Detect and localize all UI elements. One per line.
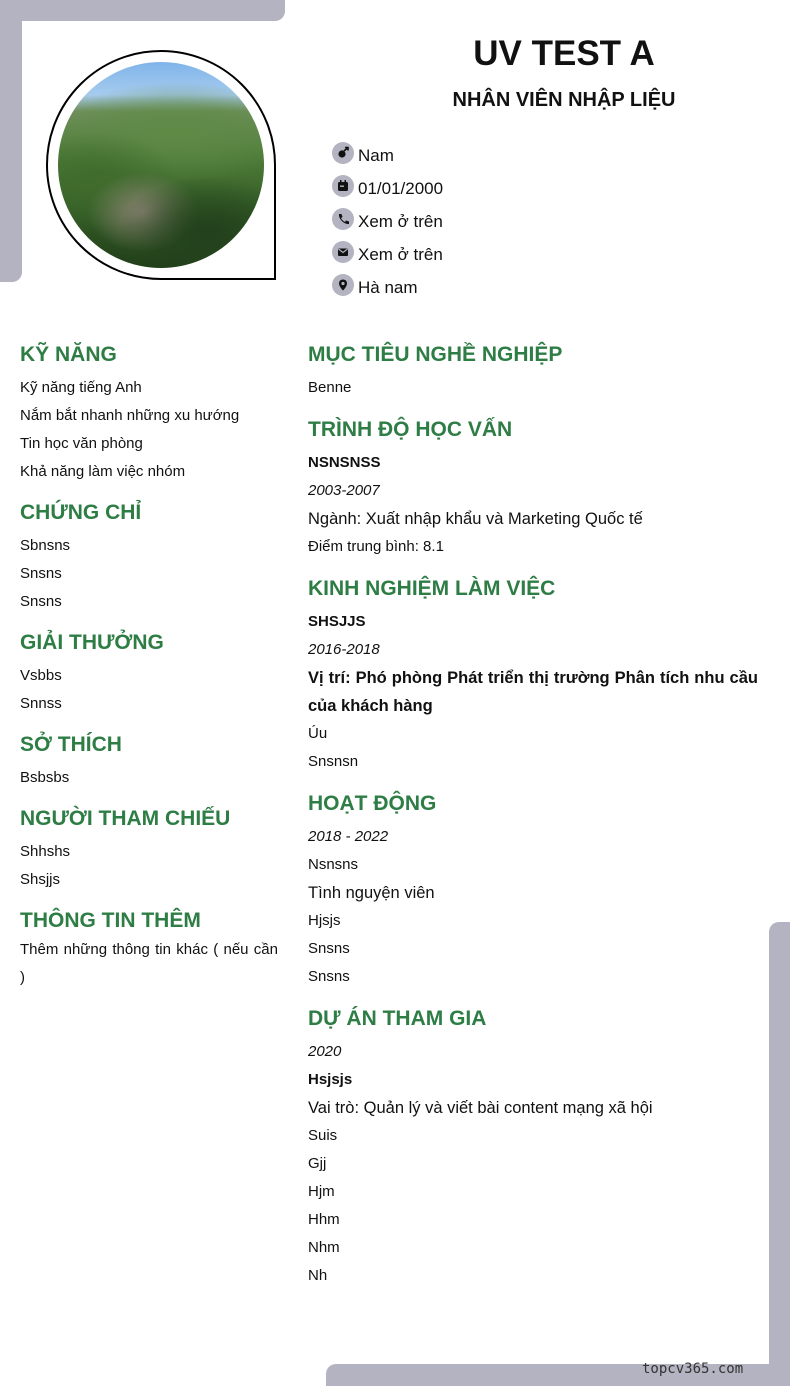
list-item: Gjj — [308, 1155, 327, 1172]
project-role: Vai trò: Quản lý và viết bài content mạng xã hội — [308, 1099, 653, 1117]
info-address — [332, 271, 443, 304]
info-gender — [332, 139, 443, 172]
activity-role: Tình nguyện viên — [308, 884, 435, 902]
phone-value: Xem ở trên — [358, 211, 443, 231]
section-title: SỞ THÍCH — [20, 733, 122, 756]
company-name: SHSJJS — [308, 613, 366, 630]
list-item: Vsbbs — [20, 667, 62, 684]
section-projects — [308, 1004, 758, 1290]
list-item: Kỹ năng tiếng Anh — [20, 379, 142, 396]
list-item: Suis — [308, 1127, 338, 1144]
education-period: 2003-2007 — [308, 482, 380, 499]
section-title: DỰ ÁN THAM GIA — [308, 1007, 487, 1030]
project-name: Hsjsjs — [308, 1071, 353, 1088]
activity-org: Nsnsns — [308, 856, 359, 873]
list-item: Úu — [308, 725, 328, 742]
section-title: THÔNG TIN THÊM — [20, 909, 201, 932]
section-title: MỤC TIÊU NGHỀ NGHIỆP — [308, 343, 563, 366]
section-additional-info — [20, 906, 278, 992]
school-name: NSNSNSS — [308, 454, 381, 471]
list-item: Snsns — [20, 593, 62, 610]
list-item: Snsns — [308, 968, 350, 985]
section-certificates — [20, 498, 278, 616]
address-value: Hà nam — [358, 277, 418, 297]
decor-bar-right — [769, 922, 790, 1386]
right-column — [308, 340, 758, 1303]
decor-bar-top — [0, 0, 285, 21]
list-item: Snnss — [20, 695, 62, 712]
job-title: NHÂN VIÊN NHẬP LIỆU — [452, 89, 676, 111]
info-birthday — [332, 172, 443, 205]
phone-icon — [332, 208, 354, 230]
list-item: Snsns — [20, 565, 62, 582]
list-item: Shhshs — [20, 843, 71, 860]
experience-position: Vị trí: Phó phòng Phát triển thị trường Phân tích nhu cầu của khách hàng — [308, 669, 758, 715]
list-item: Nắm bắt nhanh những xu hướng — [20, 407, 240, 424]
project-period: 2020 — [308, 1043, 342, 1060]
location-icon — [332, 274, 354, 296]
info-phone — [332, 205, 443, 238]
education-major: Ngành: Xuất nhập khẩu và Marketing Quốc tế — [308, 510, 643, 528]
section-title: HOẠT ĐỘNG — [308, 792, 437, 815]
gender-value: Nam — [358, 145, 394, 165]
avatar[interactable] — [58, 62, 264, 268]
list-item: Snsnsn — [308, 753, 359, 770]
gender-icon — [332, 142, 354, 164]
contact-info — [332, 139, 443, 304]
section-hobbies — [20, 730, 278, 792]
left-column — [20, 340, 278, 1004]
section-references — [20, 804, 278, 894]
section-title: TRÌNH ĐỘ HỌC VẤN — [308, 418, 513, 441]
education-gpa: Điểm trung bình: 8.1 — [308, 538, 444, 555]
list-item: Khả năng làm việc nhóm — [20, 463, 186, 480]
list-item: Hjm — [308, 1183, 335, 1200]
list-item: Bsbsbs — [20, 769, 70, 786]
candidate-name: UV TEST A — [473, 34, 655, 73]
section-title: KINH NGHIỆM LÀM VIỆC — [308, 577, 556, 600]
decor-bar-left — [0, 0, 22, 282]
info-email — [332, 238, 443, 271]
calendar-icon — [332, 175, 354, 197]
list-item: Nhm — [308, 1239, 340, 1256]
watermark: topcv365.com — [642, 1361, 744, 1377]
experience-period: 2016-2018 — [308, 641, 380, 658]
section-skills — [20, 340, 278, 486]
section-title: CHỨNG CHỈ — [20, 501, 142, 524]
section-title: KỸ NĂNG — [20, 343, 117, 366]
list-item: Sbnsns — [20, 537, 71, 554]
section-title: GIẢI THƯỞNG — [20, 631, 164, 654]
objective-text: Benne — [308, 379, 352, 396]
section-education — [308, 415, 758, 561]
section-title: NGƯỜI THAM CHIẾU — [20, 807, 231, 830]
activity-period: 2018 - 2022 — [308, 828, 389, 845]
section-experience — [308, 574, 758, 776]
avatar-frame — [46, 50, 276, 280]
list-item: Hhm — [308, 1211, 340, 1228]
email-icon — [332, 241, 354, 263]
list-item: Hjsjs — [308, 912, 341, 929]
list-item: Tin học văn phòng — [20, 435, 143, 452]
section-objective — [308, 340, 758, 402]
list-item: Snsns — [308, 940, 350, 957]
list-item: Shsjjs — [20, 871, 61, 888]
additional-text: Thêm những thông tin khác ( nếu cần ) — [20, 941, 278, 986]
email-value: Xem ở trên — [358, 244, 443, 264]
section-awards — [20, 628, 278, 718]
section-activities — [308, 789, 758, 991]
list-item: Nh — [308, 1267, 328, 1284]
birthday-value: 01/01/2000 — [358, 178, 444, 198]
